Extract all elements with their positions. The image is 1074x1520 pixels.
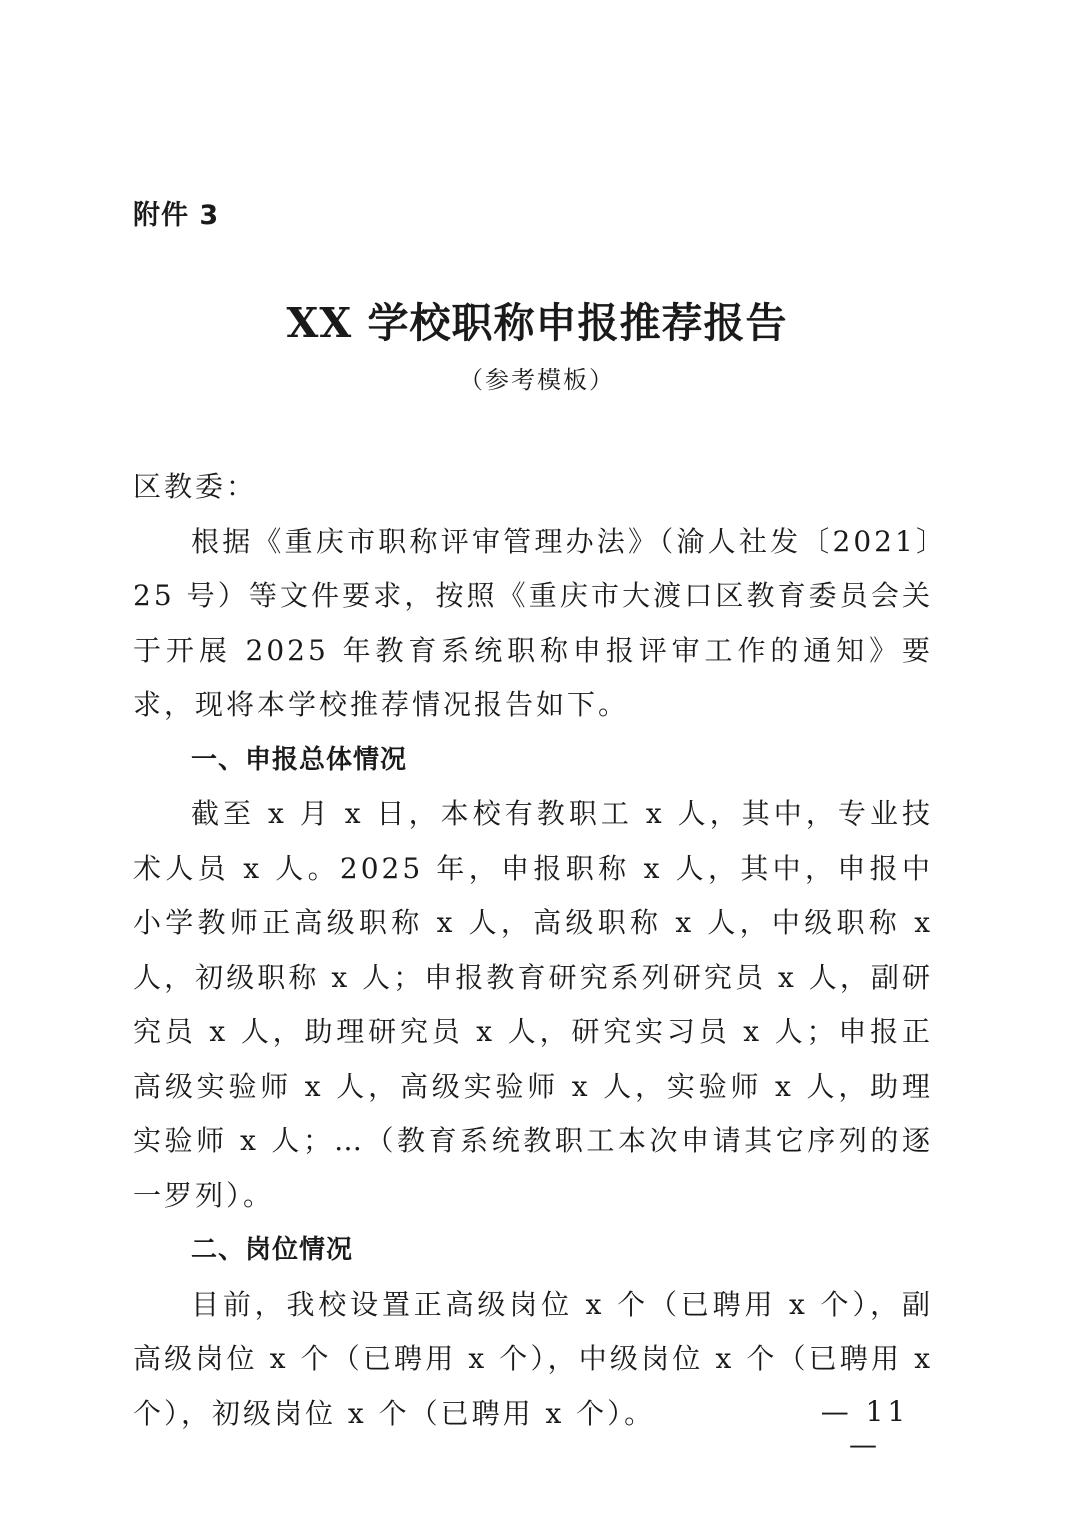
section-heading-overall: 一、申报总体情况 <box>191 744 408 775</box>
intro-paragraph: 根据《重庆市职称评审管理办法》（渝人社发〔2021〕25 号）等文件要求，按照《重庆市大渡口区教育委员会关于开展 2025 年教育系统职称申报评审工作的通知》要求，现将本学校推荐情况报告如下。 <box>133 524 933 721</box>
document-body <box>133 460 933 1441</box>
document-title: XX 学校职称申报推荐报告 <box>286 299 788 347</box>
section-heading-positions: 二、岗位情况 <box>191 1235 354 1265</box>
attachment-label: 附件 3 <box>133 200 220 231</box>
section-paragraph-overall: 截至 x 月 x 日，本校有教职工 x 人，其中，专业技术人员 x 人。2025 年，申报职称 x 人，其中，申报中小学教师正高级职称 x 人，高级职称 x 人，中级职称 x 人，初级职称 x 人；申报教育研究系列研究员 x 人，副研究员 x 人，助理研究员 x 人，研究实习员 x 人；申报正高级实验师 x 人，高级实验师 x 人，实验师 x 人，助理实验师 x 人；…（教育系统教职工本次申请其它序列的逐一罗列）。 <box>133 797 933 1212</box>
page-number: — 11 — <box>820 1395 910 1461</box>
salutation: 区教委： <box>133 470 258 503</box>
section-paragraph-positions: 目前，我校设置正高级岗位 x 个（已聘用 x 个），副高级岗位 x 个（已聘用 x 个），中级岗位 x 个（已聘用 x 个），初级岗位 x 个（已聘用 x 个）。 <box>133 1287 933 1430</box>
document-subtitle: （参考模板） <box>459 366 615 394</box>
